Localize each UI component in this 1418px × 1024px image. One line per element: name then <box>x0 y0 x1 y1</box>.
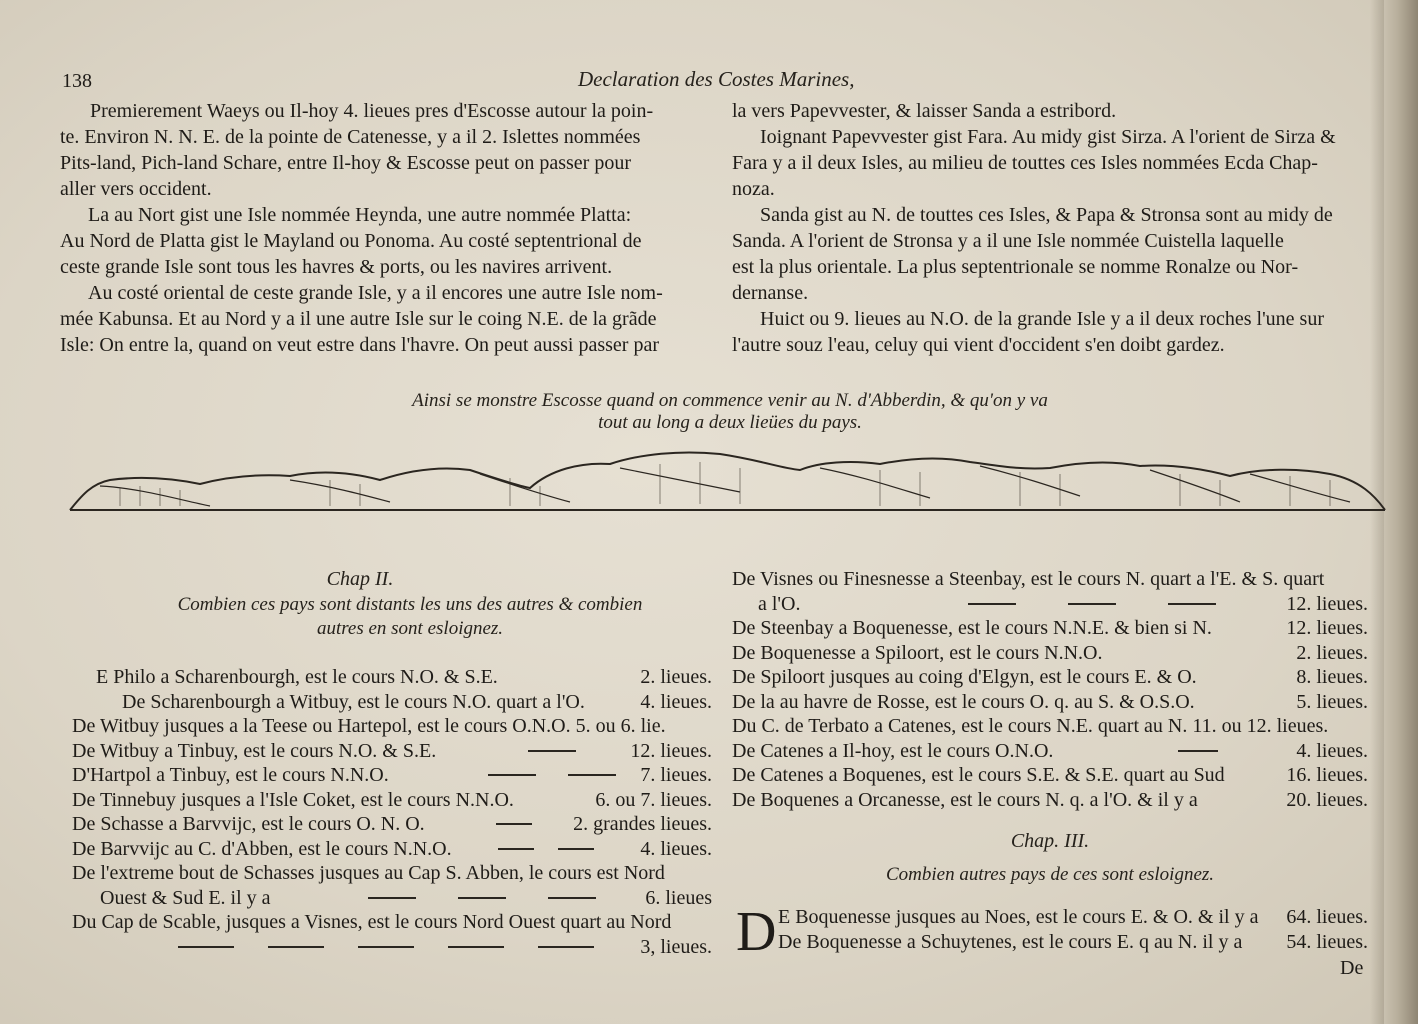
route-row <box>732 615 1368 640</box>
leader-dash <box>368 897 416 899</box>
paragraph-line: Ioignant Papevvester gist Fara. Au midy gist Sirza. A l'orient de Sirza & <box>760 126 1336 148</box>
paragraph-line: Sanda gist au N. de touttes ces Isles, & Papa & Stronsa sont au midy de <box>760 204 1333 226</box>
paragraph-line: la vers Papevvester, & laisser Sanda a estribord. <box>732 100 1117 122</box>
paragraph-line: l'autre souz l'eau, celuy qui vient d'occident s'en doibt gardez. <box>732 334 1225 356</box>
route-row <box>732 591 1368 616</box>
route-text: De Barvvijc au C. d'Abben, est le cours N.N.O. <box>72 837 452 860</box>
leader-dash <box>458 897 506 899</box>
route-distance: 12. lieues. <box>1286 592 1368 615</box>
route-distance: 4. lieues. <box>1296 739 1368 762</box>
paragraph-line: Fara y a il deux Isles, au milieu de touttes ces Isles nommées Ecda Chap- <box>732 152 1318 174</box>
route-text: E Boquenesse jusques au Noes, est le cours E. & O. & il y a <box>778 906 1259 928</box>
route-distance: 20. lieues. <box>1286 788 1368 811</box>
route-row <box>72 689 712 714</box>
chapter-subtitle-line2: autres en sont esloignez. <box>316 618 504 639</box>
leader-dash <box>358 946 414 948</box>
route-row <box>778 929 1368 954</box>
chapter-subtitle-line1: Combien ces pays sont distants les uns des autres & combien <box>177 594 643 615</box>
route-row <box>732 762 1368 787</box>
route-text: Du Cap de Scable, jusques a Visnes, est le cours Nord Ouest quart au Nord <box>72 911 672 933</box>
route-text: De Spiloort jusques au coing d'Elgyn, est le cours E. & O. <box>732 666 1197 688</box>
route-text: De Schasse a Barvvijc, est le cours O. N. O. <box>72 813 425 835</box>
paragraph-line: aller vers occident. <box>60 178 212 200</box>
route-distance: 3, lieues. <box>640 935 712 958</box>
route-text: De Boquenesse a Schuytenes, est le cours E. q au N. il y a <box>778 931 1243 953</box>
route-row <box>72 909 712 934</box>
chapter-title: Chap. III. <box>1010 830 1090 852</box>
paragraph-line: Sanda. A l'orient de Stronsa y a il une Isle nommée Cuistella laquelle <box>732 230 1284 252</box>
route-text: De Boquenesse a Spiloort, est le cours N.N.O. <box>732 641 1103 664</box>
leader-dash <box>268 946 324 948</box>
leader-dash <box>558 848 594 850</box>
route-distance: 64. lieues. <box>1286 906 1368 928</box>
route-distance: 7. lieues. <box>640 764 712 786</box>
paragraph-line: Au Nord de Platta gist le Mayland ou Ponoma. Au costé septentrional de <box>60 230 642 252</box>
route-row <box>732 738 1368 763</box>
route-row <box>72 762 712 787</box>
illustration-caption-line1: Ainsi se monstre Escosse quand on commence venir au N. d'Abberdin, & qu'on y va <box>412 390 1048 411</box>
route-distance: 2. lieues. <box>640 666 712 688</box>
leader-dash <box>538 946 594 948</box>
route-text: De Witbuy a Tinbuy, est le cours N.O. & S.E. <box>72 739 437 762</box>
route-distance: 4. lieues. <box>640 837 712 860</box>
chapter-subtitle: Combien autres pays de ces sont esloignez. <box>885 864 1215 885</box>
paragraph-line: Isle: On entre la, quand on veut estre dans l'havre. On peut aussi passer par <box>60 334 659 356</box>
illustration-caption-line2: tout au long a deux lieües du pays. <box>598 412 862 433</box>
page-number: 138 <box>62 70 92 92</box>
route-text: Ouest & Sud E. il y a <box>100 886 271 909</box>
route-row <box>732 664 1368 689</box>
leader-dash <box>496 823 532 825</box>
catchword: De <box>1340 957 1364 979</box>
paragraph-line: La au Nort gist une Isle nommée Heynda, une autre nommée Platta: <box>88 204 632 226</box>
coastline-profile-illustration <box>60 440 1390 520</box>
paragraph-line: noza. <box>732 178 775 200</box>
paragraph-line: ceste grande Isle sont tous les havres & ports, ou les navires arrivent. <box>60 256 613 278</box>
paragraph-line: Au costé oriental de ceste grande Isle, y a il encores une autre Isle nom- <box>88 282 663 304</box>
left-route-list <box>72 664 712 958</box>
route-row <box>72 713 712 738</box>
leader-dash <box>178 946 234 948</box>
route-row <box>72 860 712 885</box>
route-row <box>72 738 712 763</box>
route-distance: 2. grandes lieues. <box>573 813 712 835</box>
leader-dash <box>548 897 596 899</box>
route-text: E Philo a Scharenbourgh, est le cours N.O. & S.E. <box>96 666 498 688</box>
leader-dash <box>1178 750 1218 752</box>
right-route-list <box>732 566 1368 811</box>
paragraph-line: mée Kabunsa. Et au Nord y a il une autre Isle sur le coing N.E. de la grãde <box>60 308 657 330</box>
leader-dash <box>498 848 534 850</box>
route-row <box>72 787 712 812</box>
route-row <box>72 664 712 689</box>
route-distance: 5. lieues. <box>1296 690 1368 713</box>
route-text: De Steenbay a Boquenesse, est le cours N.N.E. & bien si N. <box>732 617 1212 639</box>
route-text: D'Hartpol a Tinbuy, est le cours N.N.O. <box>72 764 389 786</box>
route-distance: 12. lieues. <box>1286 617 1368 639</box>
route-text: De Boquenes a Orcanesse, est le cours N. q. a l'O. & il y a <box>732 788 1198 811</box>
running-head: Declaration des Costes Marines, <box>578 67 855 91</box>
route-distance: 4. lieues. <box>640 690 712 713</box>
left-column <box>60 98 718 358</box>
paragraph-line: dernanse. <box>732 282 809 304</box>
route-row <box>732 787 1368 812</box>
route-row <box>72 885 712 910</box>
route-text: De la au havre de Rosse, est le cours O. q. au S. & O.S.O. <box>732 690 1195 713</box>
route-row <box>732 689 1368 714</box>
route-text: De Catenes a Boquenes, est le cours S.E. & S.E. quart au Sud <box>732 764 1225 786</box>
leader-dash <box>528 750 576 752</box>
route-row <box>72 836 712 861</box>
route-distance: 12. lieues. <box>630 739 712 762</box>
paragraph-line: est la plus orientale. La plus septentrionale se nomme Ronalze ou Nor- <box>732 256 1299 278</box>
paragraph-line: Premierement Waeys ou Il-hoy 4. lieues pres d'Escosse autour la poin- <box>90 100 654 122</box>
route-distance: 6. ou 7. lieues. <box>595 788 712 811</box>
route-text: De Witbuy jusques a la Teese ou Hartepol, est le cours O.N.O. 5. ou 6. lie. <box>72 715 666 737</box>
route-distance: 2. lieues. <box>1296 641 1368 664</box>
leader-dash <box>968 603 1016 605</box>
route-distance: 54. lieues. <box>1286 931 1368 953</box>
route-row <box>72 811 712 836</box>
route-distance: 6. lieues <box>645 886 712 909</box>
paragraph-line: Pits-land, Pich-land Schare, entre Il-hoy & Escosse peut on passer pour <box>60 152 631 174</box>
route-text: De Tinnebuy jusques a l'Isle Coket, est le cours N.N.O. <box>72 788 514 811</box>
route-row <box>732 640 1368 665</box>
leader-dash <box>488 774 536 776</box>
leader-dash <box>568 774 616 776</box>
leader-dash <box>1068 603 1116 605</box>
paragraph-line: te. Environ N. N. E. de la pointe de Catenesse, y a il 2. Islettes nommées <box>60 126 641 148</box>
route-text: a l'O. <box>758 592 801 615</box>
right-column <box>732 98 1377 358</box>
route-row <box>732 713 1368 738</box>
drop-cap: D <box>736 901 777 963</box>
leader-dash <box>1168 603 1216 605</box>
route-text: De Visnes ou Finesnesse a Steenbay, est le cours N. quart a l'E. & S. quart <box>732 568 1325 590</box>
route-distance: 16. lieues. <box>1286 764 1368 786</box>
route-text: De l'extreme bout de Schasses jusques au Cap S. Abben, le cours est Nord <box>72 862 665 884</box>
route-distance: 8. lieues. <box>1296 666 1368 688</box>
route-row <box>778 904 1368 929</box>
chap3-route-list <box>778 904 1368 954</box>
chapter-title: Chap II. <box>326 568 394 590</box>
route-row <box>732 566 1368 591</box>
leader-dash <box>448 946 504 948</box>
paragraph-line: Huict ou 9. lieues au N.O. de la grande Isle y a il deux roches l'une sur <box>760 308 1324 330</box>
route-text: Du C. de Terbato a Catenes, est le cours N.E. quart au N. 11. ou 12. lieues. <box>732 715 1329 737</box>
route-text: De Catenes a Il-hoy, est le cours O.N.O. <box>732 739 1054 762</box>
route-text: De Scharenbourgh a Witbuy, est le cours N.O. quart a l'O. <box>122 690 585 713</box>
route-row <box>72 934 712 959</box>
